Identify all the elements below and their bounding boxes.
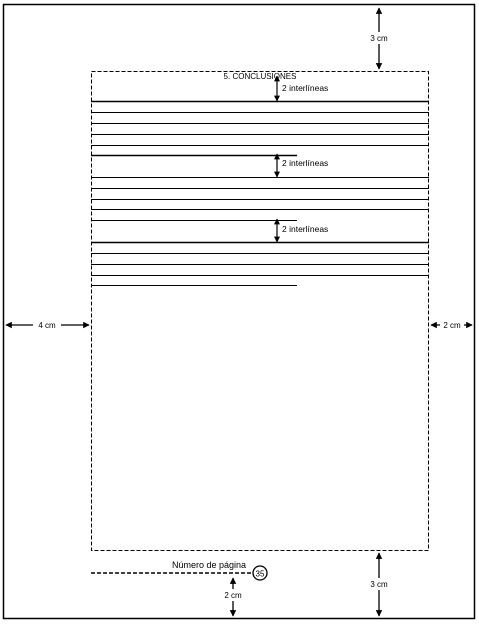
page-number-caption: Número de página (171, 560, 247, 570)
top-margin-label: 3 cm (370, 34, 388, 43)
left-margin-label: 4 cm (38, 321, 56, 330)
text-lines-block-2 (91, 178, 429, 221)
section-title: 5. CONCLUSIONES (223, 72, 297, 81)
bottom-margin-label: 3 cm (370, 580, 388, 589)
text-lines-block-1 (91, 102, 429, 156)
page-number-value: 35 (255, 569, 265, 579)
text-lines-block-3 (91, 243, 429, 286)
right-margin-label: 2 cm (443, 321, 461, 330)
page-number-gap-label: 2 cm (224, 591, 242, 600)
spacing-label-2: 2 interlíneas (282, 158, 329, 168)
spacing-label-1: 2 interlíneas (282, 83, 329, 93)
text-area-boundary (92, 72, 429, 551)
spacing-label-3: 2 interlíneas (282, 224, 329, 234)
sheet-border (4, 5, 475, 619)
